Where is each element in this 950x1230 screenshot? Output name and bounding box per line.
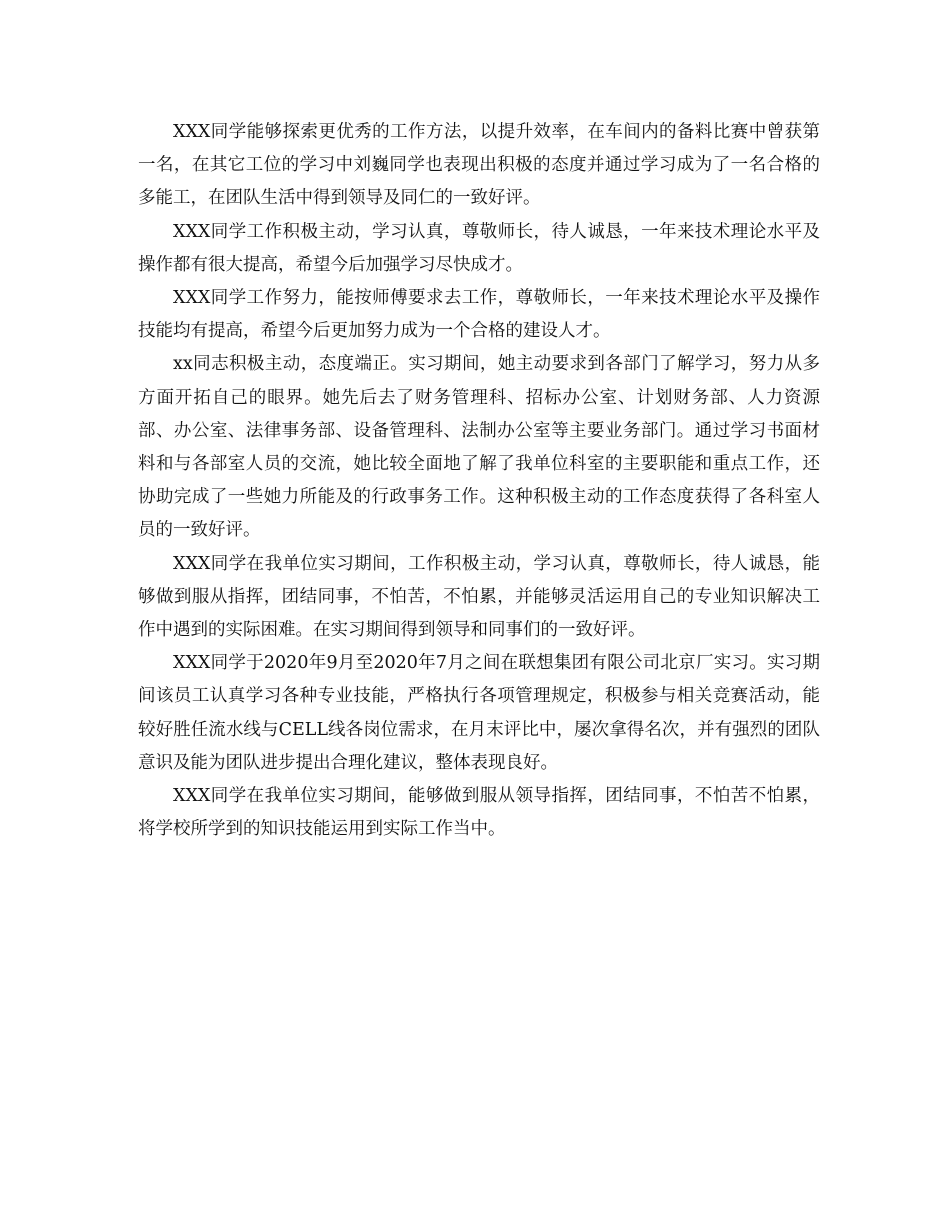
paragraph-3: XXX同学工作努力，能按师傅要求去工作，尊敬师长，一年来技术理论水平及操作技能均有提高，希望今后更加努力成为一个合格的建设人才。 — [138, 288, 820, 342]
paragraph-7: XXX同学在我单位实习期间，能够做到服从领导指挥，团结同事，不怕苦不怕累，将学校所学到的知识技能运用到实际工作当中。 — [138, 786, 820, 840]
paragraph-5: XXX同学在我单位实习期间，工作积极主动，学习认真，尊敬师长，待人诚恳，能够做到服从指挥，团结同事，不怕苦，不怕累，并能够灵活运用自己的专业知识解决工作中遇到的实际困难。在实习期间得到领导和同事们的一致好评。 — [138, 553, 820, 641]
paragraph-1: XXX同学能够探索更优秀的工作方法，以提升效率，在车间内的备料比赛中曾获第一名，在其它工位的学习中刘巍同学也表现出积极的态度并通过学习成为了一名合格的多能工，在团队生活中得到领导及同仁的一致好评。 — [138, 122, 820, 209]
paragraph-4: xx同志积极主动，态度端正。实习期间，她主动要求到各部门了解学习，努力从多方面开拓自己的眼界。她先后去了财务管理科、招标办公室、计划财务部、人力资源部、办公室、法律事务部、设备管理科、法制办公室等主要业务部门。通过学习书面材料和与各部室人员的交流，她比较全面地了解了我单位科室的主要职能和重点工作，还协助完成了一些她力所能及的行政事务工作。这种积极主动的工作态度获得了各科室人员的一致好评。 — [138, 354, 820, 541]
document-body — [138, 116, 820, 846]
paragraph-6: XXX同学于2020年9月至2020年7月之间在联想集团有限公司北京厂实习。实习期间该员工认真学习各种专业技能，严格执行各项管理规定，积极参与相关竞赛活动，能较好胜任流水线与CELL线各岗位需求，在月末评比中，屡次拿得名次，并有强烈的团队意识及能为团队进步提出合理化建议，整体表现良好。 — [138, 653, 820, 773]
paragraph-2: XXX同学工作积极主动，学习认真，尊敬师长，待人诚恳，一年来技术理论水平及操作都有很大提高，希望今后加强学习尽快成才。 — [138, 221, 820, 275]
